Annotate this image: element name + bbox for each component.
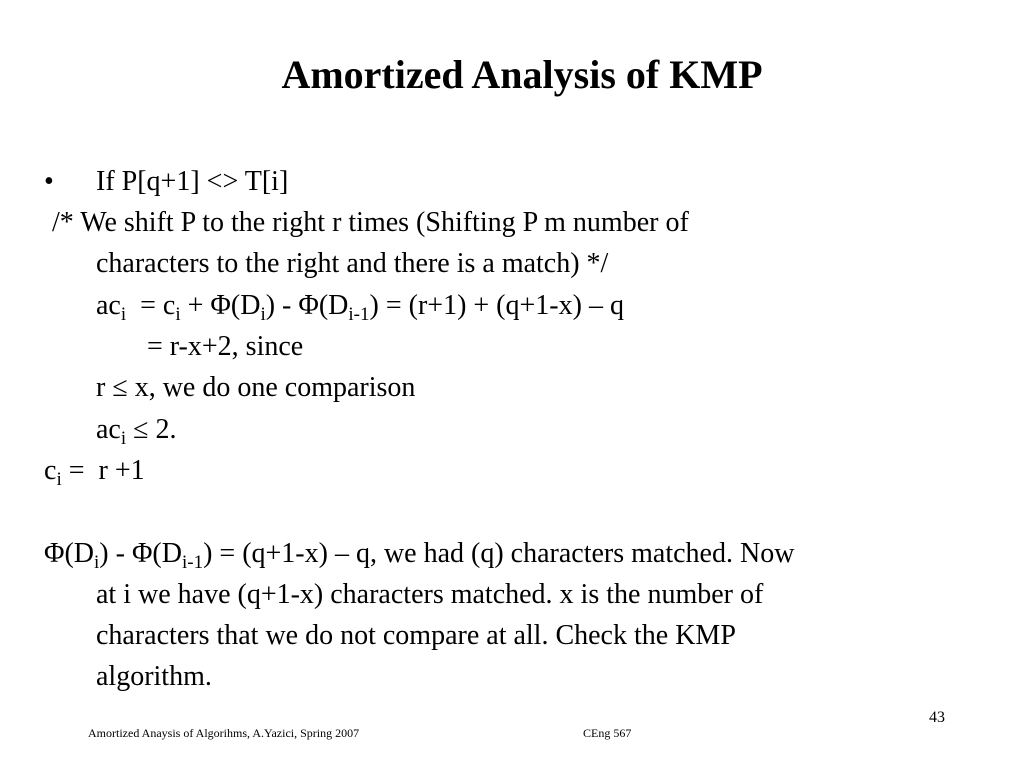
subscript-i: i	[56, 469, 62, 490]
subscript-i-minus-1: i-1	[348, 304, 370, 325]
simplified-equation: = r-x+2, since	[147, 331, 304, 362]
amortized-bound	[96, 413, 177, 447]
minus-phi-text: ) - Φ(D	[99, 538, 182, 569]
subscript-i: i	[175, 304, 181, 325]
c-text: c	[44, 455, 57, 486]
subscript-i: i	[120, 428, 127, 449]
bound-text: ≤ 2.	[126, 414, 177, 445]
bullet-marker: •	[44, 166, 54, 197]
subscript-i: i	[120, 304, 127, 325]
potential-rest: ) = (q+1-x) – q, we had (q) characters matched. Now	[203, 538, 795, 569]
explanation-line-2: characters that we do not compare at all. Check the KMP	[96, 620, 736, 651]
explanation-line-1: at i we have (q+1-x) characters matched. x is the number of	[96, 579, 764, 610]
subscript-i-minus-1: i-1	[181, 552, 204, 573]
condition-line: If P[q+1] <> T[i]	[96, 166, 289, 197]
footer-course-info: Amortized Anaysis of Algorihms, A.Yazici, Spring 2007	[88, 726, 360, 740]
explanation-line-3: algorithm.	[96, 661, 212, 692]
equals-c-text: = c	[126, 290, 176, 321]
minus-phi-text: ) - Φ(D	[265, 290, 349, 321]
footer-course-code: CEng 567	[583, 726, 632, 740]
page-number: 43	[929, 709, 945, 726]
potential-difference-line	[44, 537, 794, 571]
equation-rest: ) = (r+1) + (q+1-x) – q	[369, 290, 624, 321]
actual-cost-line	[44, 454, 145, 488]
actual-cost-rest: = r +1	[61, 455, 145, 486]
ac-text: ac	[96, 414, 121, 445]
ac-text: ac	[96, 290, 121, 321]
subscript-i: i	[94, 552, 100, 573]
subscript-i: i	[260, 304, 266, 325]
comment-line-2: characters to the right and there is a match) */	[96, 248, 609, 279]
comment-line-1: /* We shift P to the right r times (Shifting P m number of	[52, 207, 689, 238]
slide-title: Amortized Analysis of KMP	[281, 52, 763, 97]
plus-phi-text: + Φ(D	[180, 290, 261, 321]
amortized-cost-equation	[96, 289, 624, 323]
phi-d-text: Φ(D	[44, 538, 95, 569]
comparison-line: r ≤ x, we do one comparison	[96, 372, 416, 403]
